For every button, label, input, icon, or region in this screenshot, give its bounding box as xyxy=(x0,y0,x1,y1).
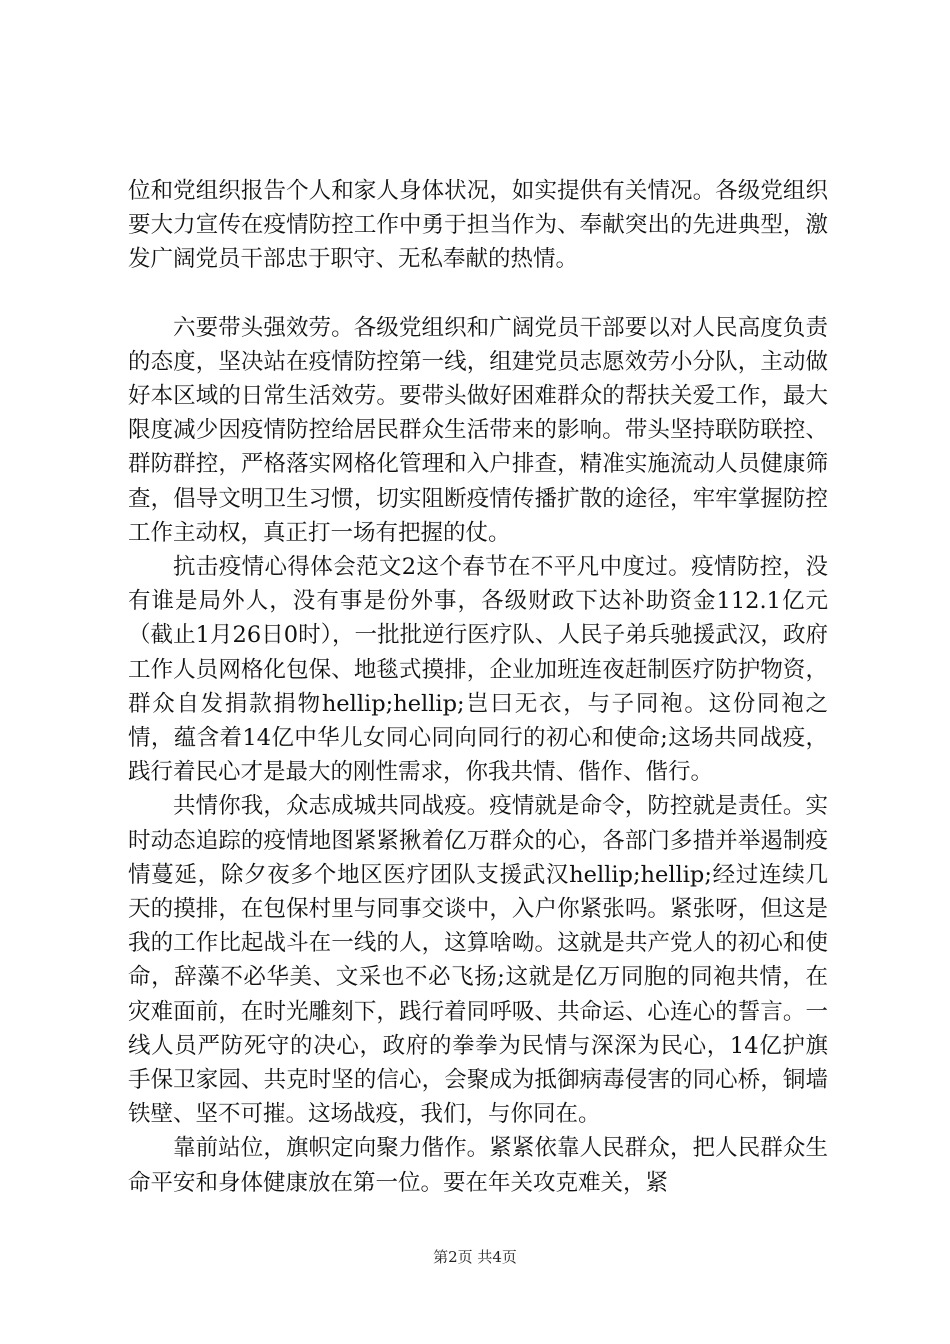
paragraph-1: 位和党组织报告个人和家人身体状况，如实提供有关情况。各级党组织要大力宣传在疫情防控工作中勇于担当作为、奉献突出的先进典型，激发广阔党员干部忠于职守、无私奉献的热情。 xyxy=(128,178,828,273)
paragraph-2: 六要带头强效劳。各级党组织和广阔党员干部要以对人民高度负责的态度，坚决站在疫情防控第一线，组建党员志愿效劳小分队，主动做好本区域的日常生活效劳。要带头做好困难群众的帮扶关爱工作，最大限度减少因疫情防控给居民群众生活带来的影响。带头坚持联防联控、群防群控，严格落实网格化管理和入户排查，精准实施流动人员健康筛查，倡导文明卫生习惯，切实阻断疫情传播扩散的途径，牢牢掌握防控工作主动权，真正打一场有把握的仗。 xyxy=(128,314,828,546)
paragraph-4: 共情你我，众志成城共同战疫。疫情就是命令，防控就是责任。实时动态追踪的疫情地图紧紧揪着亿万群众的心，各部门多措并举遏制疫情蔓延，除夕夜多个地区医疗团队支援武汉hellip;hellip;经过连续几天的摸排，在包保村里与同事交谈中，入户你紧张吗。紧张呀，但这是我的工作比起战斗在一线的人，这算啥呦。这就是共产党人的初心和使命，辞藻不必华美、文采也不必飞扬;这就是亿万同胞的同袍共情，在灾难面前，在时光雕刻下，践行着同呼吸、共命运、心连心的誓言。一线人员严防死守的决心，政府的拳拳为民情与深深为民心，14亿护旗手保卫家园、共克时坚的信心，会聚成为抵御病毒侵害的同心桥，铜墙铁壁、坚不可摧。这场战疫，我们，与你同在。 xyxy=(128,793,828,1128)
paragraph-gap xyxy=(128,277,828,311)
document-body xyxy=(128,174,828,1200)
page-footer: 第2页 共4页 xyxy=(433,1248,517,1266)
paragraph-5: 靠前站位，旗帜定向聚力偕作。紧紧依靠人民群众，把人民群众生命平安和身体健康放在第一位。要在年关攻克难关，紧 xyxy=(128,1135,828,1196)
paragraph-3: 抗击疫情心得体会范文2这个春节在不平凡中度过。疫情防控，没有谁是局外人，没有事是份外事，各级财政下达补助资金112.1亿元（截止1月26日0时），一批批逆行医疗队、人民子弟兵驰援武汉，政府工作人员网格化包保、地毯式摸排，企业加班连夜赶制医疗防护物资，群众自发捐款捐物hellip;hellip;岂曰无衣，与子同袍。这份同袍之情，蕴含着14亿中华儿女同心同向同行的初心和使命;这场共同战疫，践行着民心才是最大的刚性需求，你我共情、偕作、偕行。 xyxy=(128,554,828,786)
